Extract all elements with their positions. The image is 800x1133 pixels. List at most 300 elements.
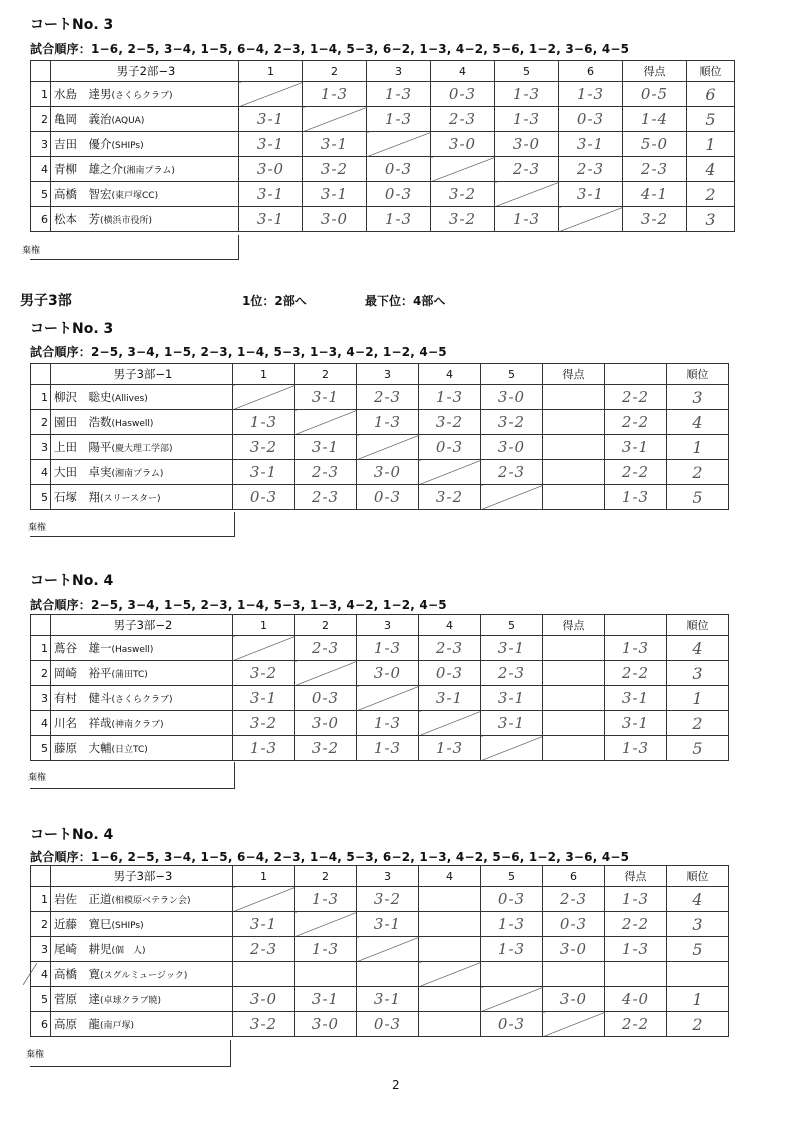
rank-value: 5 [667, 937, 729, 962]
table-row [31, 736, 769, 761]
match-score: 3-1 [559, 132, 623, 157]
blank-cell [543, 410, 605, 435]
match-score [367, 132, 431, 157]
match-order: 試合順序：2−5, 3−4, 1−5, 2−3, 1−4, 5−3, 1−3, 4−2, 1−2, 4−5 [30, 345, 447, 359]
opponent-header: 2 [295, 615, 357, 636]
table-header-row [31, 866, 771, 887]
player-club: (SHIPs) [111, 141, 144, 151]
match-score: 3-0 [357, 661, 419, 686]
match-score: 1-3 [495, 82, 559, 107]
match-score: 3-1 [303, 182, 367, 207]
rank-value: 3 [667, 661, 729, 686]
match-score: 3-2 [357, 887, 419, 912]
withdraw-box [30, 512, 235, 537]
player-name-cell [51, 937, 233, 962]
withdraw-box [30, 762, 235, 789]
league-name: 男子2部−3 [51, 61, 239, 82]
player-name-cell [51, 157, 239, 182]
match-score: 1-3 [357, 636, 419, 661]
table-header-row [31, 615, 769, 636]
match-score: 3-1 [233, 912, 295, 937]
player-number: 3 [31, 132, 51, 157]
match-score: 0-3 [431, 82, 495, 107]
player-name: 石塚 翔 [54, 490, 100, 504]
table-row [31, 157, 779, 182]
match-score: 2-3 [295, 636, 357, 661]
match-score [481, 987, 543, 1012]
match-score [295, 912, 357, 937]
points-value: 2-3 [623, 157, 687, 182]
blank-cell [543, 460, 605, 485]
match-score: 2-3 [357, 385, 419, 410]
player-club: (SHIPs) [111, 921, 144, 931]
player-number: 5 [31, 987, 51, 1012]
match-score: 0-3 [233, 485, 295, 510]
match-score: 2-3 [295, 485, 357, 510]
page-number: 2 [392, 1078, 400, 1092]
player-club: (横浜市役所) [100, 216, 153, 226]
opponent-header: 2 [295, 866, 357, 887]
division-title: 男子3部 [20, 293, 72, 309]
match-score: 3-1 [239, 207, 303, 232]
rank-header: 順位 [667, 364, 729, 385]
table-header-row [31, 61, 779, 82]
league-name: 男子3部−3 [51, 866, 233, 887]
player-number: 2 [31, 661, 51, 686]
points-value: 3-2 [623, 207, 687, 232]
match-score [431, 157, 495, 182]
match-score: 3-1 [481, 686, 543, 711]
player-name-cell [51, 485, 233, 510]
opponent-header: 5 [481, 364, 543, 385]
rank-value: 3 [687, 207, 735, 232]
header-blank [31, 615, 51, 636]
table-row [31, 661, 769, 686]
player-club: (個 人) [111, 946, 146, 956]
points-header: 得点 [605, 866, 667, 887]
match-score: 3-0 [233, 987, 295, 1012]
player-name-cell [51, 912, 233, 937]
player-club: (さくらクラブ) [111, 91, 173, 101]
player-name-cell [51, 987, 233, 1012]
opponent-header: 5 [481, 866, 543, 887]
opponent-header: 5 [495, 61, 559, 82]
opponent-header: 3 [357, 866, 419, 887]
table-row [31, 1012, 771, 1037]
blank-cell [543, 736, 605, 761]
match-score [419, 987, 481, 1012]
match-score [419, 887, 481, 912]
match-score: 3-0 [239, 157, 303, 182]
match-score [419, 912, 481, 937]
player-name-cell [51, 107, 239, 132]
match-score [481, 736, 543, 761]
player-club: (Haswell) [111, 645, 154, 655]
match-score: 3-2 [233, 1012, 295, 1037]
match-score: 0-3 [481, 1012, 543, 1037]
rank-value: 1 [667, 987, 729, 1012]
match-score: 3-0 [543, 937, 605, 962]
player-number: 6 [31, 1012, 51, 1037]
match-order: 試合順序：1−6, 2−5, 3−4, 1−5, 6−4, 2−3, 1−4, 5−3, 6−2, 1−3, 4−2, 5−6, 1−2, 3−6, 4−5 [30, 850, 630, 864]
player-name-cell [51, 132, 239, 157]
opponent-header: 2 [295, 364, 357, 385]
withdraw-label: 棄権 [26, 1050, 45, 1060]
league-name: 男子3部−1 [51, 364, 233, 385]
match-score: 1-3 [367, 107, 431, 132]
player-name-cell [51, 460, 233, 485]
match-score [295, 410, 357, 435]
match-score [419, 1012, 481, 1037]
table-row [31, 132, 779, 157]
table-row [31, 435, 769, 460]
player-number: 1 [31, 887, 51, 912]
match-score: 1-3 [233, 410, 295, 435]
player-name: 高橋 智宏 [54, 187, 112, 201]
match-score [481, 962, 543, 987]
table-row [31, 912, 771, 937]
player-club: (南戸塚) [100, 1021, 135, 1031]
withdraw-label: 棄権 [28, 773, 47, 783]
player-name-cell [51, 661, 233, 686]
match-score: 3-1 [357, 912, 419, 937]
player-name-cell [51, 82, 239, 107]
table-row [31, 207, 779, 232]
match-score [303, 107, 367, 132]
court-label: コートNo. 4 [30, 827, 114, 843]
player-name: 岡崎 裕平 [54, 666, 112, 680]
match-score: 3-1 [233, 686, 295, 711]
match-score [559, 207, 623, 232]
points-header: 得点 [623, 61, 687, 82]
blank-cell [543, 485, 605, 510]
match-score: 3-2 [431, 207, 495, 232]
blank-cell [543, 385, 605, 410]
match-score: 3-0 [481, 385, 543, 410]
player-number: 2 [31, 912, 51, 937]
blank-cell [543, 435, 605, 460]
rank-value: 6 [687, 82, 735, 107]
match-score: 3-1 [303, 132, 367, 157]
player-name-cell [51, 182, 239, 207]
match-score: 2-3 [559, 157, 623, 182]
promotion-note: 1位：2部へ [242, 294, 307, 308]
rank-header: 順位 [667, 615, 729, 636]
match-score: 3-2 [233, 435, 295, 460]
match-score: 3-1 [239, 182, 303, 207]
opponent-header: 3 [357, 615, 419, 636]
match-score: 1-3 [357, 736, 419, 761]
player-name: 高原 龍 [54, 1017, 100, 1031]
match-score: 2-3 [495, 157, 559, 182]
table-row [31, 937, 771, 962]
player-number: 3 [31, 435, 51, 460]
table-row [31, 182, 779, 207]
player-name: 尾崎 耕児 [54, 942, 112, 956]
withdraw-label: 棄権 [28, 523, 47, 533]
opponent-header: 5 [481, 615, 543, 636]
table-header-row [31, 364, 769, 385]
points-value: 2-2 [605, 460, 667, 485]
player-club: (神南クラブ) [111, 720, 164, 730]
opponent-header: 3 [367, 61, 431, 82]
match-score: 3-0 [495, 132, 559, 157]
points-value: 1-4 [623, 107, 687, 132]
league-table [30, 60, 779, 232]
blank-cell [543, 661, 605, 686]
withdraw-label: 棄権 [22, 246, 41, 256]
opponent-header: 1 [239, 61, 303, 82]
header-blank [31, 364, 51, 385]
table-row [31, 410, 769, 435]
match-score: 1-3 [559, 82, 623, 107]
match-score: 0-3 [481, 887, 543, 912]
rank-value: 2 [667, 460, 729, 485]
match-score: 3-1 [419, 686, 481, 711]
player-name: 近藤 寛巳 [54, 917, 112, 931]
match-score: 3-1 [233, 460, 295, 485]
rank-value: 5 [687, 107, 735, 132]
opponent-header: 1 [233, 364, 295, 385]
player-club: (東戸塚CC) [111, 191, 159, 201]
match-score [233, 636, 295, 661]
player-name-cell [51, 435, 233, 460]
match-score: 0-3 [367, 157, 431, 182]
table-row [31, 887, 771, 912]
rank-value [667, 962, 729, 987]
player-name: 青柳 雄之介 [54, 162, 123, 176]
match-score [419, 460, 481, 485]
points-value: 5-0 [623, 132, 687, 157]
match-score: 3-0 [303, 207, 367, 232]
match-score: 0-3 [295, 686, 357, 711]
rank-header: 順位 [667, 866, 729, 887]
player-club: (相模原ベテラン会) [111, 896, 191, 906]
table-row [31, 385, 769, 410]
opponent-header: 4 [431, 61, 495, 82]
match-score: 3-0 [431, 132, 495, 157]
match-score: 3-2 [295, 736, 357, 761]
points-value: 4-0 [605, 987, 667, 1012]
match-score: 1-3 [367, 207, 431, 232]
match-score: 3-1 [295, 435, 357, 460]
player-name-cell [51, 962, 233, 987]
table-row [31, 711, 769, 736]
table-row [31, 485, 769, 510]
match-score: 3-0 [481, 435, 543, 460]
opponent-header: 1 [233, 866, 295, 887]
player-name: 上田 陽平 [54, 440, 112, 454]
opponent-header: 3 [357, 364, 419, 385]
match-score [357, 962, 419, 987]
match-score: 2-3 [543, 887, 605, 912]
match-score: 3-0 [295, 711, 357, 736]
player-number: 3 [31, 937, 51, 962]
player-name: 岩佐 正道 [54, 892, 112, 906]
player-number: 2 [31, 107, 51, 132]
player-name: 園田 浩数 [54, 415, 112, 429]
match-score: 2-3 [481, 661, 543, 686]
match-score [357, 686, 419, 711]
match-score: 1-3 [495, 107, 559, 132]
match-score: 1-3 [357, 410, 419, 435]
match-score [543, 962, 605, 987]
player-number: 4 [31, 157, 51, 182]
match-score: 3-2 [233, 661, 295, 686]
points-value: 2-2 [605, 661, 667, 686]
match-score [295, 962, 357, 987]
match-score: 3-1 [559, 182, 623, 207]
match-score [357, 435, 419, 460]
player-name: 藤原 大輔 [54, 741, 112, 755]
player-name: 蔦谷 雄一 [54, 641, 112, 655]
player-number: 2 [31, 410, 51, 435]
court-label: コートNo. 3 [30, 321, 114, 337]
points-value: 3-1 [605, 686, 667, 711]
table-row [31, 107, 779, 132]
match-score [295, 661, 357, 686]
league-name: 男子3部−2 [51, 615, 233, 636]
rank-value: 1 [687, 132, 735, 157]
match-score [419, 937, 481, 962]
points-value: 4-1 [623, 182, 687, 207]
match-score: 2-3 [419, 636, 481, 661]
match-order: 試合順序：2−5, 3−4, 1−5, 2−3, 1−4, 5−3, 1−3, 4−2, 1−2, 4−5 [30, 598, 447, 612]
match-score [419, 711, 481, 736]
points-value: 3-1 [605, 435, 667, 460]
match-score [543, 1012, 605, 1037]
match-score: 3-1 [295, 987, 357, 1012]
player-name: 松本 芳 [54, 212, 100, 226]
table-row [31, 636, 769, 661]
player-name-cell [51, 736, 233, 761]
player-number: 4 [31, 962, 51, 987]
player-club: (卓球クラブ暁) [100, 996, 162, 1006]
player-name-cell [51, 686, 233, 711]
league-table [30, 363, 769, 510]
player-name: 川名 祥哉 [54, 716, 112, 730]
rank-value: 2 [667, 711, 729, 736]
rank-value: 4 [687, 157, 735, 182]
points-value: 1-3 [605, 636, 667, 661]
player-club: (湘南プラム) [111, 469, 164, 479]
rank-value: 1 [667, 435, 729, 460]
match-score: 1-3 [357, 711, 419, 736]
match-score: 0-3 [419, 435, 481, 460]
points-value: 1-3 [605, 887, 667, 912]
table-row [31, 686, 769, 711]
match-score: 1-3 [419, 736, 481, 761]
opponent-header: 6 [543, 866, 605, 887]
match-score: 3-1 [481, 711, 543, 736]
rank-value: 4 [667, 636, 729, 661]
match-score: 0-3 [559, 107, 623, 132]
player-number: 3 [31, 686, 51, 711]
opponent-header: 1 [233, 615, 295, 636]
points-header: 得点 [543, 615, 605, 636]
player-club: (スリースター) [100, 494, 161, 504]
rank-value: 2 [687, 182, 735, 207]
rank-value: 4 [667, 410, 729, 435]
player-name: 水島 達男 [54, 87, 112, 101]
player-club: (慶大理工学部) [111, 444, 173, 454]
player-club: (湘南プラム) [123, 166, 175, 176]
player-number: 1 [31, 82, 51, 107]
player-name-cell [51, 887, 233, 912]
player-club: (日立TC) [111, 745, 148, 755]
player-name: 有村 健斗 [54, 691, 112, 705]
match-score [233, 385, 295, 410]
player-number: 4 [31, 711, 51, 736]
player-name-cell [51, 636, 233, 661]
match-score: 0-3 [357, 1012, 419, 1037]
withdrawal-mark [23, 963, 37, 985]
rank-value: 2 [667, 1012, 729, 1037]
rank-value: 1 [667, 686, 729, 711]
blank-cell [543, 636, 605, 661]
match-score: 1-3 [295, 887, 357, 912]
opponent-header: 2 [303, 61, 367, 82]
match-score: 3-2 [303, 157, 367, 182]
match-score: 2-3 [431, 107, 495, 132]
opponent-header: 4 [419, 866, 481, 887]
relegation-note: 最下位：4部へ [365, 294, 446, 308]
points-value: 3-1 [605, 711, 667, 736]
match-score: 1-3 [303, 82, 367, 107]
player-name: 菅原 達 [54, 992, 100, 1006]
points-value: 2-2 [605, 912, 667, 937]
table-row [31, 962, 771, 987]
points-value: 2-2 [605, 410, 667, 435]
header-blank [605, 364, 667, 385]
points-value: 0-5 [623, 82, 687, 107]
match-score: 3-1 [357, 987, 419, 1012]
match-score: 3-2 [481, 410, 543, 435]
withdraw-box [30, 1040, 231, 1067]
match-score: 3-2 [419, 485, 481, 510]
blank-cell [543, 686, 605, 711]
rank-value: 5 [667, 736, 729, 761]
player-name: 吉田 優介 [54, 137, 112, 151]
table-row [31, 460, 769, 485]
player-name-cell [51, 207, 239, 232]
player-name-cell [51, 385, 233, 410]
opponent-header: 4 [419, 615, 481, 636]
match-score: 2-3 [233, 937, 295, 962]
rank-header: 順位 [687, 61, 735, 82]
match-score [357, 937, 419, 962]
match-score [495, 182, 559, 207]
player-number: 6 [31, 207, 51, 232]
blank-cell [543, 711, 605, 736]
player-number: 5 [31, 182, 51, 207]
player-number: 1 [31, 636, 51, 661]
points-value: 2-2 [605, 385, 667, 410]
player-club: (さくらクラブ) [111, 695, 173, 705]
player-club: (AQUA) [111, 116, 145, 126]
header-blank [31, 61, 51, 82]
match-order: 試合順序：1−6, 2−5, 3−4, 1−5, 6−4, 2−3, 1−4, 5−3, 6−2, 1−3, 4−2, 5−6, 1−2, 3−6, 4−5 [30, 42, 630, 56]
match-score: 1-3 [295, 937, 357, 962]
match-score: 3-1 [239, 132, 303, 157]
court-label: コートNo. 4 [30, 573, 114, 589]
match-score: 3-0 [295, 1012, 357, 1037]
player-name: 柳沢 聡史 [54, 390, 112, 404]
match-score: 3-1 [295, 385, 357, 410]
court-label: コートNo. 3 [30, 17, 114, 33]
match-score: 0-3 [367, 182, 431, 207]
opponent-header: 4 [419, 364, 481, 385]
